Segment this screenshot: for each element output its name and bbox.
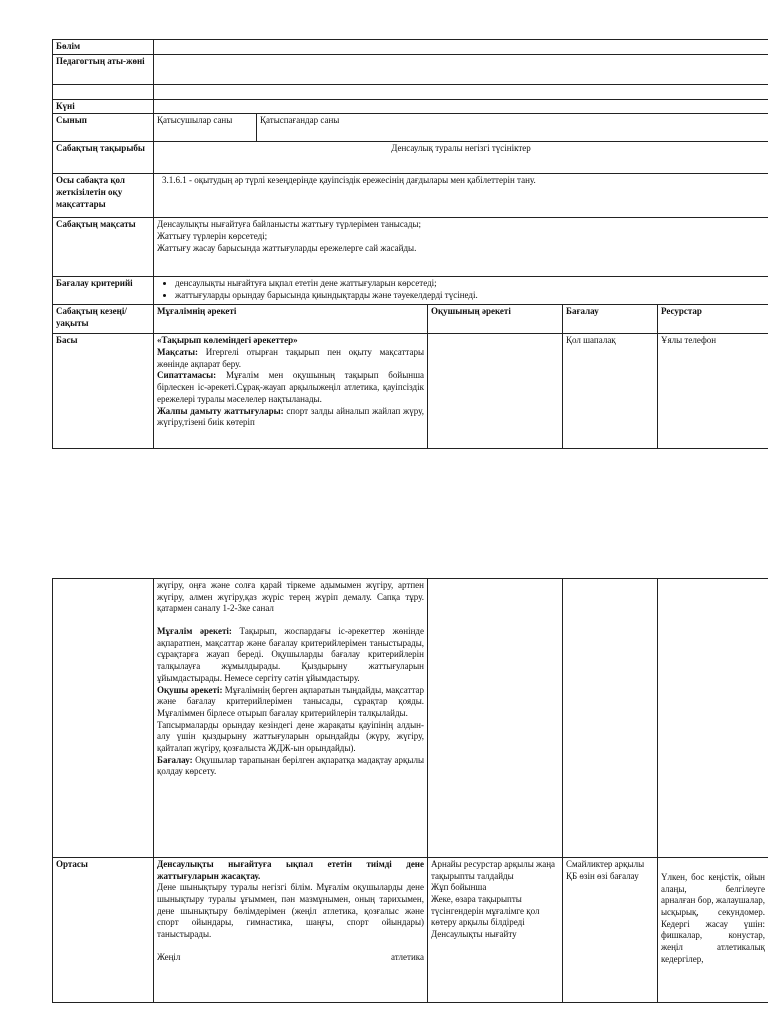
- stage-start-student-action: [428, 334, 563, 449]
- assessment-criteria-label: Бағалау критерийі: [53, 277, 154, 305]
- teacher-action-text: Тақырып, жоспардағы іс-әрекеттер жөнінде ақпаратпен, мақсаттар және бағалау критерийлерімен таныстырады, сұрақтарға жауап береді. Оқушыларды бағалау критерийлерін талқылауға жұмылдырады. Қыздырыну жаттығуларын ұйымдастырады. Немесе сергіту сәтін ұйымдастыру.: [157, 626, 424, 683]
- start-goal-label: Мақсаты:: [157, 347, 198, 358]
- middle-student-line: Арнайы ресурстар арқылы жаңа тақырыпты талдайды: [431, 859, 556, 881]
- stage-start-teacher-action: [154, 334, 428, 449]
- middle-assess-line: ҚБ өзін өзі бағалау: [566, 870, 639, 881]
- teacher-name-label: Педагогтың аты-жөні: [53, 54, 154, 84]
- absent-count-label: Қатыспағандар саны: [257, 114, 768, 142]
- stage-middle-resources: Үлкен, бос кеңістік, ойын алаңы, белгілеуге арналған бор, жалаушалар, ысқырық, секундомер. Кедергі жасау үшін: фишкалар, конустар, жеңіл атлетикалық кедергілер,: [658, 858, 768, 1003]
- criteria-item: • денсаулықты нығайтуға ықпал ететін дене жаттығуларын көрсетеді;: [175, 278, 765, 290]
- learning-objectives-value: 3.1.6.1 - оқытудың әр түрлі кезеңдерінде қауіпсіздік ережесінің дағдылары мен қабілеттерін тану.: [154, 174, 768, 218]
- stage-middle-assessment: [563, 858, 658, 1003]
- topic-label: Сабақтың тақырыбы: [53, 142, 154, 174]
- header-teacher-action: Мұғалімнің әрекеті: [154, 305, 428, 334]
- assessment-label: Бағалау:: [157, 754, 193, 765]
- lesson-goal-value: [154, 218, 768, 277]
- header-student-action: Оқушының әрекеті: [428, 305, 563, 334]
- start-warmup-text: спорт залды айналып жайлап жүру, жүгіру,тізені биік көтеріп: [157, 405, 424, 428]
- start-warmup-label: Жалпы дамыту жаттығулары:: [157, 405, 284, 416]
- middle-student-line: Жеке, өзара тақырыпты түсінгендерін мұғалімге қол көтеру арқылы білдіреді: [431, 894, 540, 928]
- middle-last-line: Жеңіл атлетика: [157, 951, 424, 962]
- stage-middle-student-action: [428, 858, 563, 1003]
- continued-assessment: [563, 579, 658, 858]
- stage-start-assessment: Қол шапалақ: [563, 334, 658, 449]
- section-label: Бөлім: [53, 40, 154, 55]
- section-value: [154, 40, 768, 55]
- continued-resources: [658, 579, 768, 858]
- topic-value: Денсаулық туралы негізгі түсініктер: [154, 142, 768, 174]
- start-title: «Тақырып көлеміндегі әрекеттер»: [157, 335, 298, 346]
- continued-student-action: [428, 579, 563, 858]
- assessment-text: Оқушылар тарапынан берілген ақпаратқа мадақтау арқылы қолдау көрсету.: [157, 754, 424, 777]
- date-value: [154, 99, 768, 114]
- tasks-paragraph: Тапсырмаларды орындау кезіндегі дене жарақаты қауіпінің алдын-алу үшін қыздырыну жаттығуларын орындайды (жүру, жүгіру, қайталап жүгіру, қозғалыста ЖДЖ-ын орындайды).: [157, 719, 424, 753]
- student-action-label: Оқушы әрекеті:: [157, 684, 223, 695]
- stage-middle-label: Ортасы: [53, 858, 154, 1003]
- continued-teacher-action: [154, 579, 428, 858]
- start-desc-text: Мұғалім мен оқушының тақырып бойынша бірлескен іс-әрекеті.Сұрақ-жауап арқылыжеңіл атлетика, қауіпсіздік ережелері туралы мәселелер нақтыланады.: [157, 370, 424, 404]
- middle-assess-line: Смайликтер арқылы: [566, 859, 645, 869]
- continued-stage-label: [53, 579, 154, 858]
- blank-value: [154, 84, 768, 99]
- stage-middle-teacher-action: [154, 858, 428, 1003]
- header-assessment: Бағалау: [563, 305, 658, 334]
- stage-start-resources: Ұялы телефон: [658, 334, 768, 449]
- goal-line: Жаттығу түрлерін көрсетеді;: [157, 231, 268, 242]
- lesson-plan-table-top: [52, 39, 768, 449]
- middle-text: Дене шынықтыру туралы негізгі білім. Мұғалім оқушыларды дене шынықтыру туралы ұғыммен, пән мазмұнымен, оның тарихымен, дене шынықтыру бөлімдерімен (жеңіл атлетика, қозғалыс және спорт ойындары, гимнастика, шаңғы, спорт ойындары) таныстырады.: [157, 882, 424, 940]
- class-label: Сынып: [53, 114, 154, 142]
- middle-student-line: Жұп бойынша: [431, 882, 487, 893]
- teacher-name-value: [154, 54, 768, 84]
- header-resources: Ресурстар: [658, 305, 768, 334]
- start-desc-label: Сипаттамасы:: [157, 370, 217, 381]
- criteria-item: • жаттығуларды орындау барысында қиындықтарды және тәуекелдерді түсінеді.: [175, 290, 765, 302]
- date-label: Күні: [53, 99, 154, 114]
- learning-objectives-label: Осы сабақта қол жеткізілетін оқу мақсаттары: [53, 174, 154, 218]
- goal-line: Жаттығу жасау барысында жаттығуларды ережелерге сай жасайды.: [157, 242, 417, 253]
- assessment-criteria-value: [154, 277, 768, 305]
- middle-student-line: Денсаулықты нығайту: [431, 929, 517, 940]
- lesson-goal-label: Сабақтың мақсаты: [53, 218, 154, 277]
- lesson-plan-table-bottom: [52, 578, 768, 1003]
- blank-label: [53, 84, 154, 99]
- header-stage: Сабақтың кезеңі/ уақыты: [53, 305, 154, 334]
- middle-title: Денсаулықты нығайтуға ықпал ететін тиімді дене жаттығуларын жасақтау.: [157, 859, 424, 881]
- start-goal-text: Игергелі отырған тақырып пен оқыту мақсаттары жөнінде ақпарат беру.: [157, 347, 424, 369]
- continued-paragraph: жүгіру, оңға және солға қарай тіркеме адымымен жүгіру, артпен жүгіру, алмен жүгіру,қаз жүріс терең жүріп демалу. Сапқа тұру. қатармен саналу 1-2-3ке санал: [157, 580, 424, 614]
- present-count-label: Қатысушылар саны: [154, 114, 257, 142]
- student-action-text: Мұғалімнің берген ақпаратын тыңдайды, мақсаттар және бағалау критерийлерімен танысады, сұрақтар қояды. Мұғаліммен бірлесе отырып бағалау критерийлерін талқылайды.: [157, 684, 424, 718]
- teacher-action-label: Мұғалім әрекеті:: [157, 626, 232, 637]
- stage-start-label: Басы: [53, 334, 154, 449]
- goal-line: Денсаулықты нығайтуға байланысты жаттығу түрлерімен танысады;: [157, 219, 422, 230]
